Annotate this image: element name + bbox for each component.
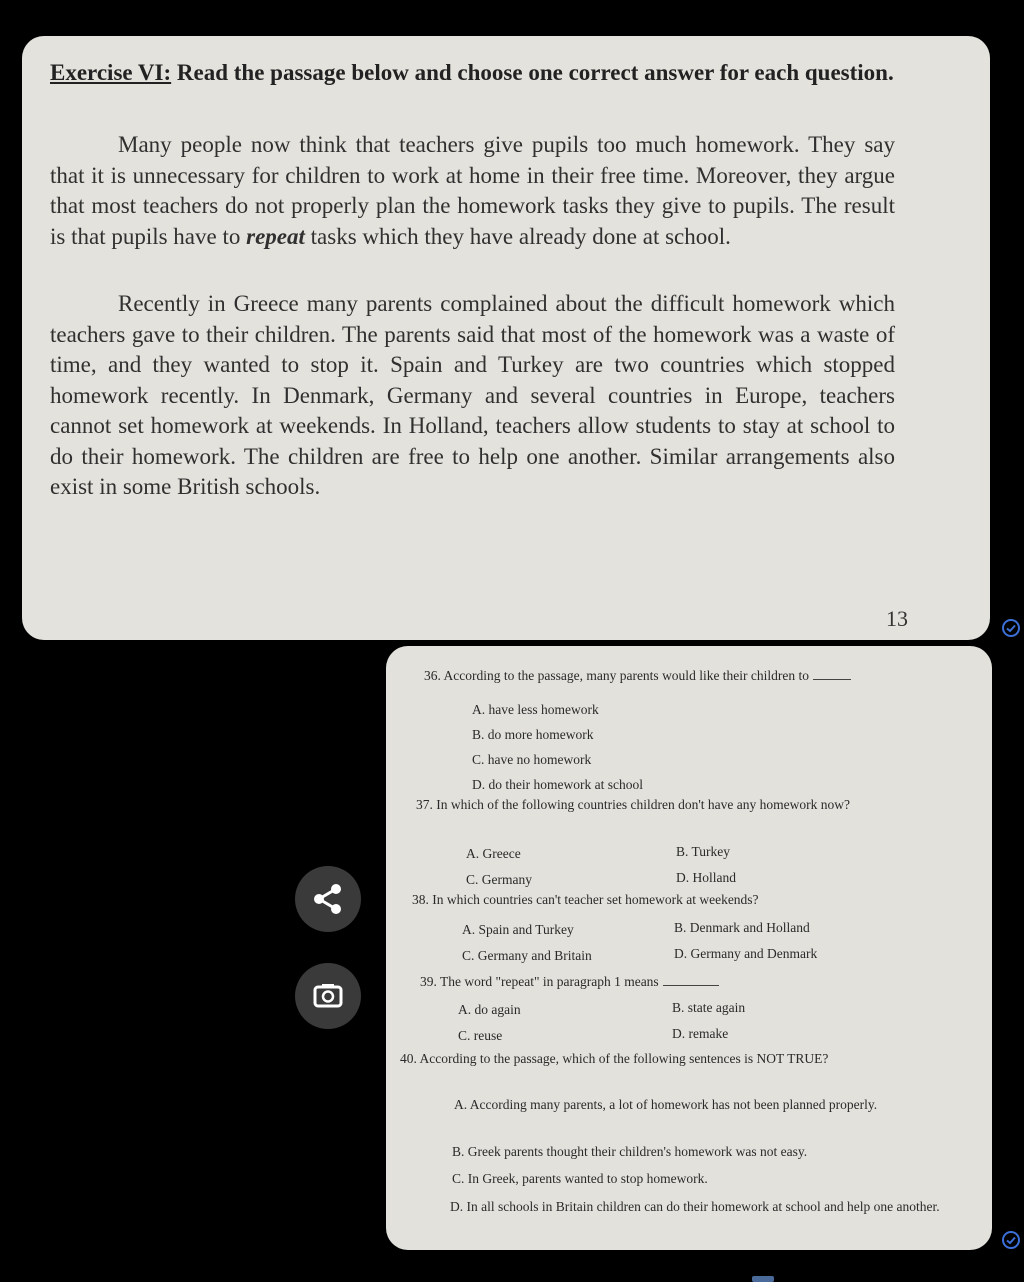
question-39-stem: 39. The word "repeat" in paragraph 1 means <box>420 974 719 990</box>
question-40-stem: 40. According to the passage, which of the following sentences is NOT TRUE? <box>400 1051 829 1066</box>
paragraph-1-text-end: tasks which they have already done at school. <box>304 223 731 249</box>
share-icon <box>295 866 361 932</box>
question-36-option-b: B. do more homework <box>472 727 594 742</box>
question-39-option-c: C. reuse <box>458 1028 503 1043</box>
question-37-option-a: A. Greece <box>466 846 521 861</box>
question-36-stem: 36. According to the passage, many parents would like their children to <box>424 668 851 684</box>
question-37-option-c: C. Germany <box>466 872 532 887</box>
check-circle-icon[interactable] <box>1001 618 1021 638</box>
check-circle-icon[interactable] <box>1001 1230 1021 1250</box>
questions-card <box>386 646 992 1250</box>
exercise-heading <box>50 58 910 88</box>
bottom-indicator <box>752 1276 774 1282</box>
question-38-option-d: D. Germany and Denmark <box>674 946 818 961</box>
question-39-option-a: A. do again <box>458 1002 521 1017</box>
question-37-option-d: D. Holland <box>676 870 736 885</box>
question-36-option-d: D. do their homework at school <box>472 777 643 792</box>
passage-card <box>22 36 990 640</box>
question-40-option-d: D. In all schools in Britain children can do their homework at school and help one another. <box>450 1199 940 1214</box>
exercise-instruction: Read the passage below and choose one correct answer for each question. <box>171 60 894 85</box>
question-40-option-a: A. According many parents, a lot of homework has not been planned properly. <box>454 1097 878 1112</box>
question-37-option-b: B. Turkey <box>676 844 731 859</box>
question-39-option-d: D. remake <box>672 1026 729 1041</box>
page-number: 13 <box>886 606 908 631</box>
question-40-option-b: B. Greek parents thought their children's homework was not easy. <box>452 1144 808 1159</box>
question-39-option-b: B. state again <box>672 1000 746 1015</box>
passage-paragraph-1 <box>50 130 895 252</box>
question-37-stem: 37. In which of the following countries children don't have any homework now? <box>416 797 850 812</box>
camera-icon <box>295 963 361 1029</box>
question-36-option-c: C. have no homework <box>472 752 592 767</box>
camera-button[interactable] <box>295 963 361 1029</box>
question-38-option-a: A. Spain and Turkey <box>462 922 574 937</box>
question-38-stem: 38. In which countries can't teacher set homework at weekends? <box>412 892 759 907</box>
repeat-word: repeat <box>246 223 305 249</box>
question-36-option-a: A. have less homework <box>472 702 599 717</box>
question-38-option-b: B. Denmark and Holland <box>674 920 810 935</box>
passage-paragraph-2: Recently in Greece many parents complained about the difficult homework which teachers gave to their children. The parents said that most of the homework was a waste of time, and they wanted to stop it. Spain and Turkey are two countries which stopped homework recently. In Denmark, Germany and several countries in Europe, teachers cannot set homework at weekends. In Holland, teachers allow students to stay at school to do their homework. The children are free to help one another. Similar arrangements also exist in some British schools. <box>50 291 895 499</box>
question-40-option-c: C. In Greek, parents wanted to stop homework. <box>452 1171 708 1186</box>
paragraph-1-text: Many people now think that teachers give pupils too much homework. They say that it is unnecessary for children to work at home in their free time. Moreover, they argue that most teachers do not properly plan the homework tasks they give to pupils. The result is that pupils have to <box>50 132 895 249</box>
share-button[interactable] <box>295 866 361 932</box>
exercise-label: Exercise VI: <box>50 60 172 85</box>
question-38-option-c: C. Germany and Britain <box>462 948 592 963</box>
